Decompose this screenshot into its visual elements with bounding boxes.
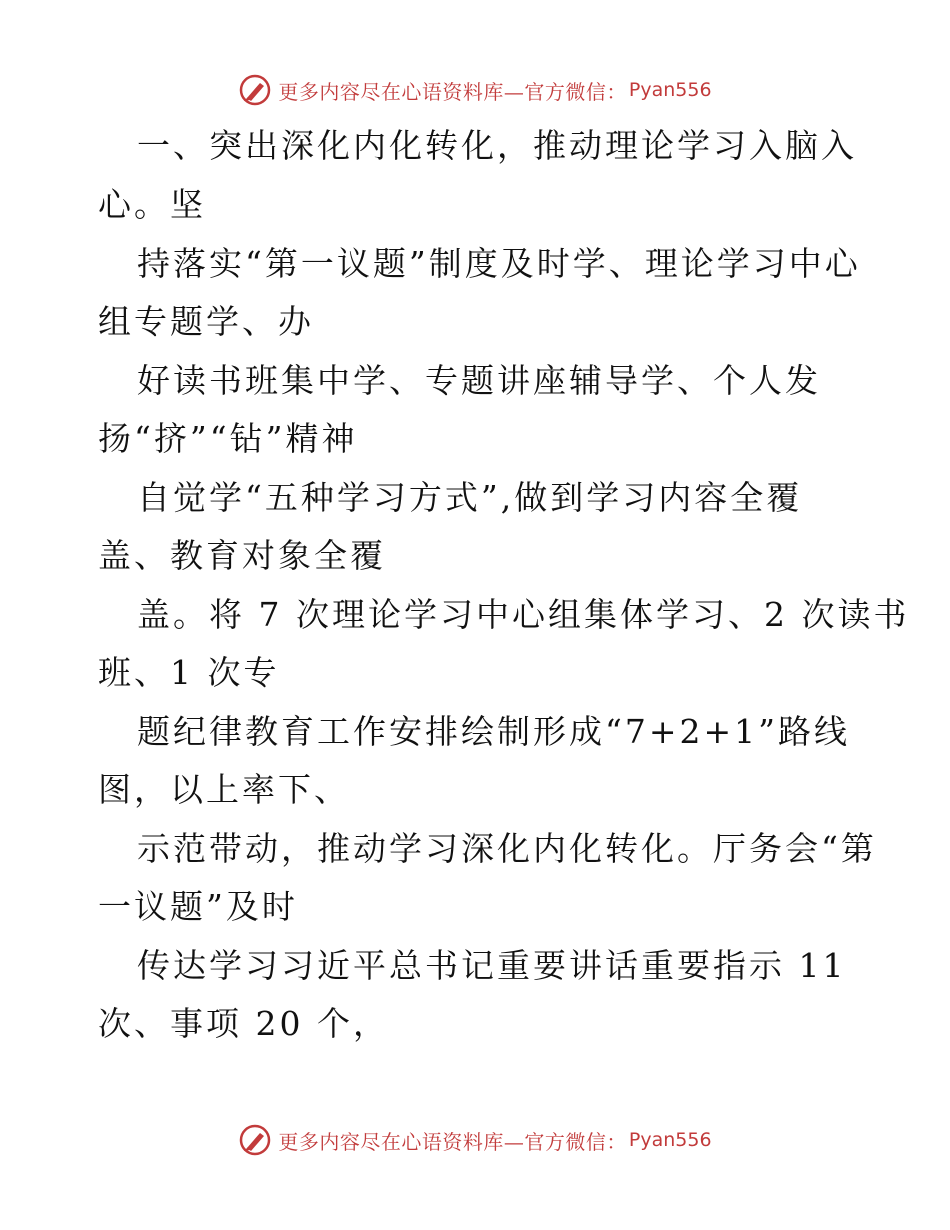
body-line: 持落实“第一议题”制度及时学、理论学习中心 [137, 244, 861, 283]
header-watermark [0, 70, 950, 110]
body-line: 题纪律教育工作安排绘制形成“7+2+1”路线 [137, 712, 851, 751]
watermark-wechat-id: Pyan556 [628, 1129, 712, 1151]
watermark-wechat-id: Pyan556 [628, 79, 712, 101]
body-line: 自觉学“五种学习方式”,做到学习内容全覆 [137, 478, 803, 517]
watermark-text: 更多内容尽在心语资料库—官方微信： [278, 1129, 627, 1154]
body-line: 班、1 次专 [98, 653, 280, 692]
body-line: 一、突出深化内化转化，推动理论学习入脑入 [137, 126, 857, 165]
footer-watermark [0, 1120, 950, 1160]
body-line: 传达学习习近平总书记重要讲话重要指示 11 [137, 946, 847, 985]
body-line: 扬“挤”“钻”精神 [98, 419, 358, 458]
body-line: 一议题”及时 [98, 887, 298, 926]
pen-logo-icon [238, 73, 272, 107]
watermark-text: 更多内容尽在心语资料库—官方微信： [278, 79, 627, 104]
body-line: 示范带动，推动学习深化内化转化。厅务会“第 [137, 829, 877, 868]
body-line: 好读书班集中学、专题讲座辅导学、个人发 [137, 361, 821, 400]
body-line: 组专题学、办 [98, 302, 314, 341]
body-line: 图，以上率下、 [98, 770, 350, 809]
body-line: 心。坚 [98, 185, 206, 224]
body-line: 次、事项 20 个， [98, 1004, 389, 1043]
body-line: 盖、教育对象全覆 [98, 536, 386, 575]
pen-logo-icon [238, 1123, 272, 1157]
body-line: 盖。将 7 次理论学习中心组集体学习、2 次读书 [137, 595, 910, 634]
